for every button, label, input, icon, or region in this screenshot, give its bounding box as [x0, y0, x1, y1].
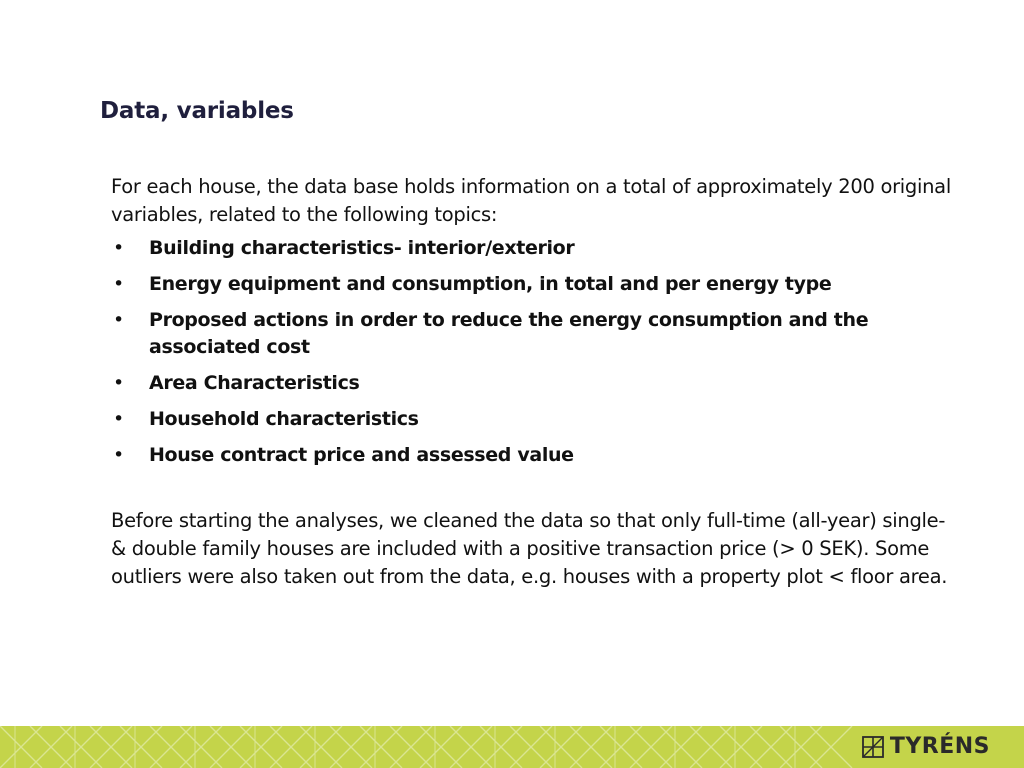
bullet: •	[113, 408, 124, 430]
bullet: •	[113, 372, 124, 394]
footer-band	[0, 726, 1024, 768]
slide-body	[111, 173, 971, 591]
topic-text: Household characteristics	[149, 408, 419, 430]
tyrens-logo	[862, 736, 990, 758]
bullet: •	[113, 444, 124, 466]
bullet: •	[113, 237, 124, 259]
topic-text: Area Characteristics	[149, 372, 360, 394]
logo-text: TYRÉNS	[889, 734, 990, 759]
tyrens-logo-icon	[862, 736, 884, 758]
topic-text: Energy equipment and consumption, in total and per energy type	[149, 273, 832, 295]
closing-paragraph: Before starting the analyses, we cleaned the data so that only full-time (all-year) single- & double family houses are included with a positive transaction price (> 0 SEK). Some outliers were also taken out from the data, e.g. houses with a property plot < floor area.	[111, 509, 948, 588]
topic-text: Proposed actions in order to reduce the energy consumption and the associated cost	[149, 309, 869, 358]
topics-list	[111, 235, 971, 469]
list-item	[111, 271, 939, 298]
slide-title: Data, variables	[100, 98, 294, 124]
bullet: •	[113, 273, 124, 295]
list-item	[111, 442, 939, 469]
bullet: •	[113, 309, 124, 331]
list-item	[111, 307, 939, 361]
intro-paragraph: For each house, the data base holds information on a total of approximately 200 original variables, related to the following topics:	[111, 175, 951, 226]
topic-text: House contract price and assessed value	[149, 444, 574, 466]
list-item	[111, 235, 939, 262]
list-item	[111, 406, 939, 433]
list-item	[111, 370, 939, 397]
topic-text: Building characteristics- interior/exterior	[149, 237, 575, 259]
